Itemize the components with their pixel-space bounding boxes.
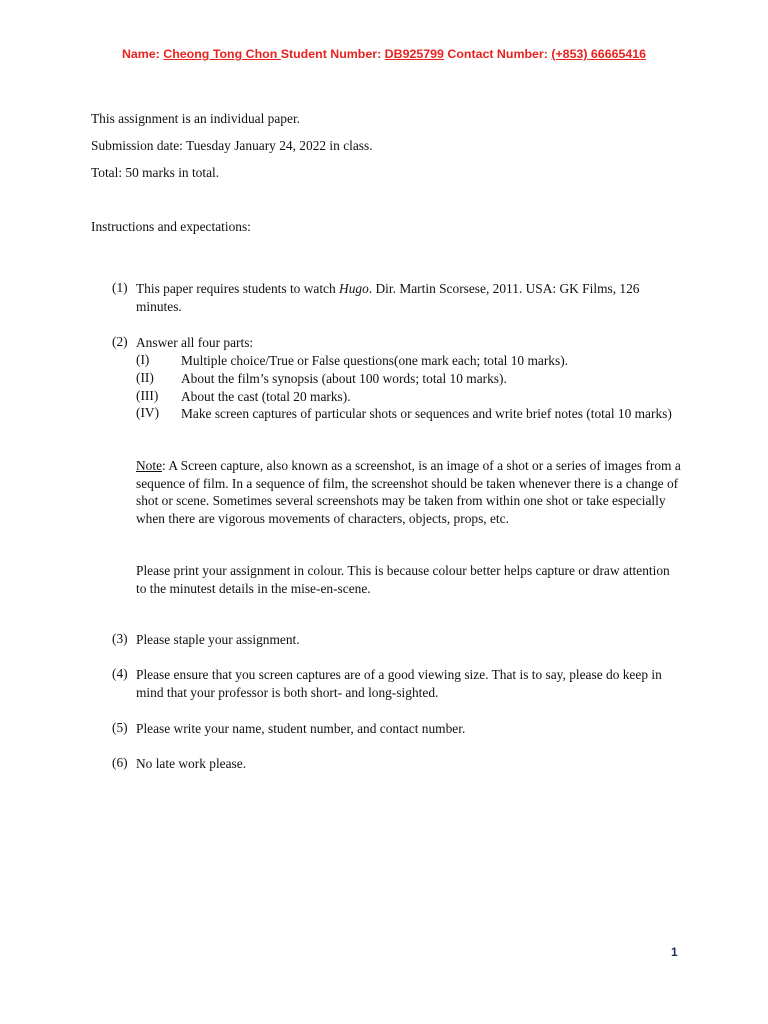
note-paragraph <box>136 457 681 527</box>
header-line <box>0 47 768 61</box>
subitem-text: About the cast (total 20 marks). <box>181 389 351 404</box>
subitem-text: About the film’s synopsis (about 100 words; total 10 marks). <box>181 371 507 386</box>
subitem-numeral: (II) <box>136 370 154 385</box>
list-item-text: Please staple your assignment. <box>136 632 300 647</box>
list-item-number: (4) <box>112 666 128 681</box>
subitem-numeral: (III) <box>136 388 159 403</box>
student-number-value: DB925799 <box>384 47 444 61</box>
list-item-number: (5) <box>112 720 128 735</box>
page-number: 1 <box>671 945 678 959</box>
student-number-label: Student Number: <box>280 47 385 61</box>
intro-line-1: This assignment is an individual paper. <box>91 111 301 126</box>
list-item-text: This paper requires students to watch Hugo. Dir. Martin Scorsese, 2011. USA: GK Films, 126 minutes. <box>136 281 640 314</box>
name-label: Name: <box>121 47 164 61</box>
intro-line-3: Total: 50 marks in total. <box>91 165 220 180</box>
intro-line-2: Submission date: Tuesday January 24, 2022 in class. <box>91 138 373 153</box>
instructions-heading: Instructions and expectations: <box>91 219 251 234</box>
subitem-text: Make screen captures of particular shots or sequences and write brief notes (total 10 marks) <box>181 406 672 421</box>
list-item-number: (2) <box>112 334 128 349</box>
list-item-number: (1) <box>112 280 128 295</box>
print-colour-paragraph: Please print your assignment in colour. This is because colour better helps capture or draw attention to the minutest details in the mise-en-scene. <box>136 563 670 596</box>
list-item-text: Please ensure that you screen captures are of a good viewing size. That is to say, please do keep in mind that your professor is both short- and long-sighted. <box>136 667 662 700</box>
note-label: Note <box>136 458 163 473</box>
subitem-text: Multiple choice/True or False questions(one mark each; total 10 marks). <box>181 353 569 368</box>
list-item-text: Answer all four parts: <box>136 335 254 350</box>
subitem-numeral: (I) <box>136 352 150 367</box>
note-text: : A Screen capture, also known as a screenshot, is an image of a shot or a series of images from a sequence of film. In a sequence of film, the screenshot should be taken whenever there is a change of shot or scene. Sometimes several screenshots may be taken from within one shot or take especially when there are vigorous movements of characters, objects, props, etc. <box>136 458 681 526</box>
film-title: Hugo <box>339 281 369 296</box>
list-item-text: No late work please. <box>136 756 247 771</box>
name-value: Cheong Tong Chon <box>163 47 281 61</box>
list-item-number: (3) <box>112 631 128 646</box>
list-item-text: Please write your name, student number, and contact number. <box>136 721 466 736</box>
list-item-number: (6) <box>112 755 128 770</box>
contact-number-label: Contact Number: <box>443 47 552 61</box>
subitem-numeral: (IV) <box>136 405 160 420</box>
contact-number-value: (+853) 66665416 <box>551 47 647 61</box>
